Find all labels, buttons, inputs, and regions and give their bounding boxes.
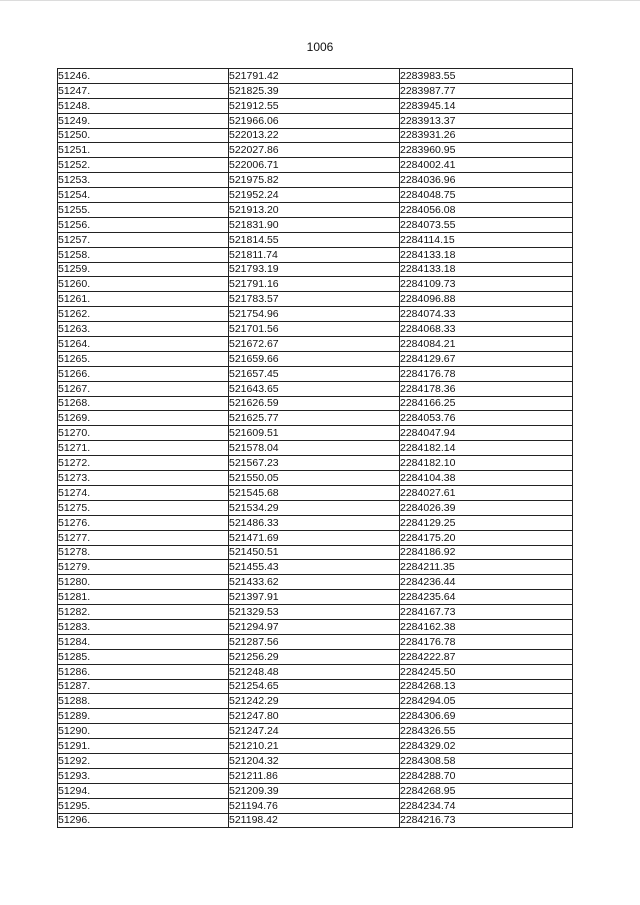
northing-cell: 2284245.50 — [400, 664, 573, 679]
table-row — [58, 337, 573, 352]
table-row — [58, 396, 573, 411]
table-row — [58, 471, 573, 486]
point-id-cell: 51288. — [58, 694, 229, 709]
northing-cell: 2284329.02 — [400, 739, 573, 754]
table-row — [58, 798, 573, 813]
table-row — [58, 664, 573, 679]
easting-cell: 521811.74 — [229, 247, 400, 262]
point-id-cell: 51270. — [58, 426, 229, 441]
easting-cell: 521204.32 — [229, 753, 400, 768]
easting-cell: 521247.24 — [229, 724, 400, 739]
point-id-cell: 51264. — [58, 337, 229, 352]
northing-cell: 2284268.13 — [400, 679, 573, 694]
table-row — [58, 277, 573, 292]
table-row — [58, 709, 573, 724]
table-row — [58, 366, 573, 381]
northing-cell: 2284129.25 — [400, 515, 573, 530]
point-id-cell: 51282. — [58, 605, 229, 620]
point-id-cell: 51263. — [58, 322, 229, 337]
point-id-cell: 51253. — [58, 173, 229, 188]
northing-cell: 2283945.14 — [400, 98, 573, 113]
easting-cell: 521450.51 — [229, 545, 400, 560]
northing-cell: 2284096.88 — [400, 292, 573, 307]
northing-cell: 2284235.64 — [400, 590, 573, 605]
easting-cell: 521397.91 — [229, 590, 400, 605]
easting-cell: 521578.04 — [229, 441, 400, 456]
table-row — [58, 232, 573, 247]
easting-cell: 521210.21 — [229, 739, 400, 754]
northing-cell: 2284222.87 — [400, 649, 573, 664]
northing-cell: 2284176.78 — [400, 634, 573, 649]
point-id-cell: 51275. — [58, 500, 229, 515]
northing-cell: 2284326.55 — [400, 724, 573, 739]
table-row — [58, 694, 573, 709]
table-row — [58, 441, 573, 456]
easting-cell: 521471.69 — [229, 530, 400, 545]
point-id-cell: 51267. — [58, 381, 229, 396]
scan-edge-line — [0, 0, 640, 1]
northing-cell: 2284308.58 — [400, 753, 573, 768]
table-row — [58, 590, 573, 605]
point-id-cell: 51269. — [58, 411, 229, 426]
point-id-cell: 51247. — [58, 83, 229, 98]
easting-cell: 521791.16 — [229, 277, 400, 292]
point-id-cell: 51255. — [58, 203, 229, 218]
table-row — [58, 649, 573, 664]
easting-cell: 521701.56 — [229, 322, 400, 337]
easting-cell: 521455.43 — [229, 560, 400, 575]
point-id-cell: 51285. — [58, 649, 229, 664]
table-row — [58, 545, 573, 560]
easting-cell: 521672.67 — [229, 337, 400, 352]
easting-cell: 521550.05 — [229, 471, 400, 486]
table-row — [58, 83, 573, 98]
easting-cell: 521198.42 — [229, 813, 400, 828]
page-number: 1006 — [306, 40, 334, 54]
point-id-cell: 51279. — [58, 560, 229, 575]
table-row — [58, 113, 573, 128]
northing-cell: 2284166.25 — [400, 396, 573, 411]
northing-cell: 2284234.74 — [400, 798, 573, 813]
table-row — [58, 456, 573, 471]
northing-cell: 2284182.14 — [400, 441, 573, 456]
point-id-cell: 51291. — [58, 739, 229, 754]
table-row — [58, 381, 573, 396]
northing-cell: 2283987.77 — [400, 83, 573, 98]
easting-cell: 521975.82 — [229, 173, 400, 188]
table-row — [58, 530, 573, 545]
point-id-cell: 51272. — [58, 456, 229, 471]
table-row — [58, 634, 573, 649]
easting-cell: 521952.24 — [229, 188, 400, 203]
easting-cell: 521254.65 — [229, 679, 400, 694]
point-id-cell: 51289. — [58, 709, 229, 724]
table-row — [58, 143, 573, 158]
easting-cell: 521643.65 — [229, 381, 400, 396]
easting-cell: 522006.71 — [229, 158, 400, 173]
point-id-cell: 51251. — [58, 143, 229, 158]
northing-cell: 2284186.92 — [400, 545, 573, 560]
easting-cell: 521913.20 — [229, 203, 400, 218]
point-id-cell: 51265. — [58, 351, 229, 366]
northing-cell: 2284074.33 — [400, 307, 573, 322]
table-row — [58, 783, 573, 798]
table-row — [58, 813, 573, 828]
easting-cell: 521912.55 — [229, 98, 400, 113]
table-row — [58, 575, 573, 590]
easting-cell: 521814.55 — [229, 232, 400, 247]
northing-cell: 2284129.67 — [400, 351, 573, 366]
point-id-cell: 51296. — [58, 813, 229, 828]
point-id-cell: 51248. — [58, 98, 229, 113]
easting-cell: 521287.56 — [229, 634, 400, 649]
easting-cell: 522013.22 — [229, 128, 400, 143]
northing-cell: 2284288.70 — [400, 768, 573, 783]
northing-cell: 2284216.73 — [400, 813, 573, 828]
table-row — [58, 500, 573, 515]
northing-cell: 2284036.96 — [400, 173, 573, 188]
table-row — [58, 188, 573, 203]
easting-cell: 521609.51 — [229, 426, 400, 441]
table-row — [58, 247, 573, 262]
point-id-cell: 51254. — [58, 188, 229, 203]
easting-cell: 521657.45 — [229, 366, 400, 381]
northing-cell: 2284104.38 — [400, 471, 573, 486]
point-id-cell: 51258. — [58, 247, 229, 262]
northing-cell: 2284178.36 — [400, 381, 573, 396]
table-row — [58, 98, 573, 113]
point-id-cell: 51278. — [58, 545, 229, 560]
table-row — [58, 739, 573, 754]
table-row — [58, 292, 573, 307]
point-id-cell: 51281. — [58, 590, 229, 605]
table-row — [58, 322, 573, 337]
easting-cell: 521242.29 — [229, 694, 400, 709]
easting-cell: 521248.48 — [229, 664, 400, 679]
northing-cell: 2284211.35 — [400, 560, 573, 575]
point-id-cell: 51293. — [58, 768, 229, 783]
northing-cell: 2283960.95 — [400, 143, 573, 158]
point-id-cell: 51292. — [58, 753, 229, 768]
northing-cell: 2284133.18 — [400, 262, 573, 277]
easting-cell: 521791.42 — [229, 69, 400, 84]
easting-cell: 521831.90 — [229, 217, 400, 232]
table-row — [58, 768, 573, 783]
northing-cell: 2284053.76 — [400, 411, 573, 426]
coordinates-table-body — [58, 69, 573, 828]
table-row — [58, 560, 573, 575]
table-row — [58, 217, 573, 232]
northing-cell: 2284162.38 — [400, 619, 573, 634]
point-id-cell: 51262. — [58, 307, 229, 322]
easting-cell: 521209.39 — [229, 783, 400, 798]
easting-cell: 521486.33 — [229, 515, 400, 530]
easting-cell: 521783.57 — [229, 292, 400, 307]
table-row — [58, 158, 573, 173]
northing-cell: 2284306.69 — [400, 709, 573, 724]
easting-cell: 521534.29 — [229, 500, 400, 515]
easting-cell: 521329.53 — [229, 605, 400, 620]
easting-cell: 521793.19 — [229, 262, 400, 277]
easting-cell: 521194.76 — [229, 798, 400, 813]
coordinates-table — [57, 68, 573, 828]
point-id-cell: 51259. — [58, 262, 229, 277]
table-row — [58, 515, 573, 530]
easting-cell: 521625.77 — [229, 411, 400, 426]
northing-cell: 2284182.10 — [400, 456, 573, 471]
northing-cell: 2284068.33 — [400, 322, 573, 337]
northing-cell: 2284268.95 — [400, 783, 573, 798]
table-row — [58, 724, 573, 739]
table-row — [58, 679, 573, 694]
point-id-cell: 51276. — [58, 515, 229, 530]
easting-cell: 521294.97 — [229, 619, 400, 634]
northing-cell: 2283931.26 — [400, 128, 573, 143]
northing-cell: 2284167.73 — [400, 605, 573, 620]
point-id-cell: 51290. — [58, 724, 229, 739]
point-id-cell: 51283. — [58, 619, 229, 634]
easting-cell: 521825.39 — [229, 83, 400, 98]
northing-cell: 2284056.08 — [400, 203, 573, 218]
northing-cell: 2284175.20 — [400, 530, 573, 545]
point-id-cell: 51250. — [58, 128, 229, 143]
point-id-cell: 51280. — [58, 575, 229, 590]
northing-cell: 2283913.37 — [400, 113, 573, 128]
point-id-cell: 51284. — [58, 634, 229, 649]
table-row — [58, 203, 573, 218]
northing-cell: 2284133.18 — [400, 247, 573, 262]
easting-cell: 521626.59 — [229, 396, 400, 411]
point-id-cell: 51268. — [58, 396, 229, 411]
northing-cell: 2284176.78 — [400, 366, 573, 381]
easting-cell: 521754.96 — [229, 307, 400, 322]
table-row — [58, 426, 573, 441]
easting-cell: 521211.86 — [229, 768, 400, 783]
northing-cell: 2284026.39 — [400, 500, 573, 515]
point-id-cell: 51252. — [58, 158, 229, 173]
table-row — [58, 128, 573, 143]
point-id-cell: 51277. — [58, 530, 229, 545]
point-id-cell: 51260. — [58, 277, 229, 292]
northing-cell: 2284109.73 — [400, 277, 573, 292]
point-id-cell: 51256. — [58, 217, 229, 232]
point-id-cell: 51261. — [58, 292, 229, 307]
table-row — [58, 411, 573, 426]
table-row — [58, 173, 573, 188]
point-id-cell: 51274. — [58, 485, 229, 500]
point-id-cell: 51266. — [58, 366, 229, 381]
northing-cell: 2284073.55 — [400, 217, 573, 232]
point-id-cell: 51246. — [58, 69, 229, 84]
northing-cell: 2284047.94 — [400, 426, 573, 441]
point-id-cell: 51257. — [58, 232, 229, 247]
point-id-cell: 51271. — [58, 441, 229, 456]
easting-cell: 521966.06 — [229, 113, 400, 128]
easting-cell: 522027.86 — [229, 143, 400, 158]
point-id-cell: 51287. — [58, 679, 229, 694]
table-row — [58, 351, 573, 366]
northing-cell: 2284027.61 — [400, 485, 573, 500]
point-id-cell: 51295. — [58, 798, 229, 813]
northing-cell: 2284002.41 — [400, 158, 573, 173]
easting-cell: 521545.68 — [229, 485, 400, 500]
northing-cell: 2284084.21 — [400, 337, 573, 352]
easting-cell: 521433.62 — [229, 575, 400, 590]
table-row — [58, 485, 573, 500]
point-id-cell: 51249. — [58, 113, 229, 128]
easting-cell: 521659.66 — [229, 351, 400, 366]
northing-cell: 2284294.05 — [400, 694, 573, 709]
table-row — [58, 69, 573, 84]
table-row — [58, 307, 573, 322]
table-row — [58, 262, 573, 277]
easting-cell: 521256.29 — [229, 649, 400, 664]
table-row — [58, 605, 573, 620]
northing-cell: 2284236.44 — [400, 575, 573, 590]
table-row — [58, 619, 573, 634]
point-id-cell: 51273. — [58, 471, 229, 486]
northing-cell: 2284114.15 — [400, 232, 573, 247]
table-row — [58, 753, 573, 768]
easting-cell: 521247.80 — [229, 709, 400, 724]
northing-cell: 2283983.55 — [400, 69, 573, 84]
point-id-cell: 51294. — [58, 783, 229, 798]
easting-cell: 521567.23 — [229, 456, 400, 471]
point-id-cell: 51286. — [58, 664, 229, 679]
northing-cell: 2284048.75 — [400, 188, 573, 203]
